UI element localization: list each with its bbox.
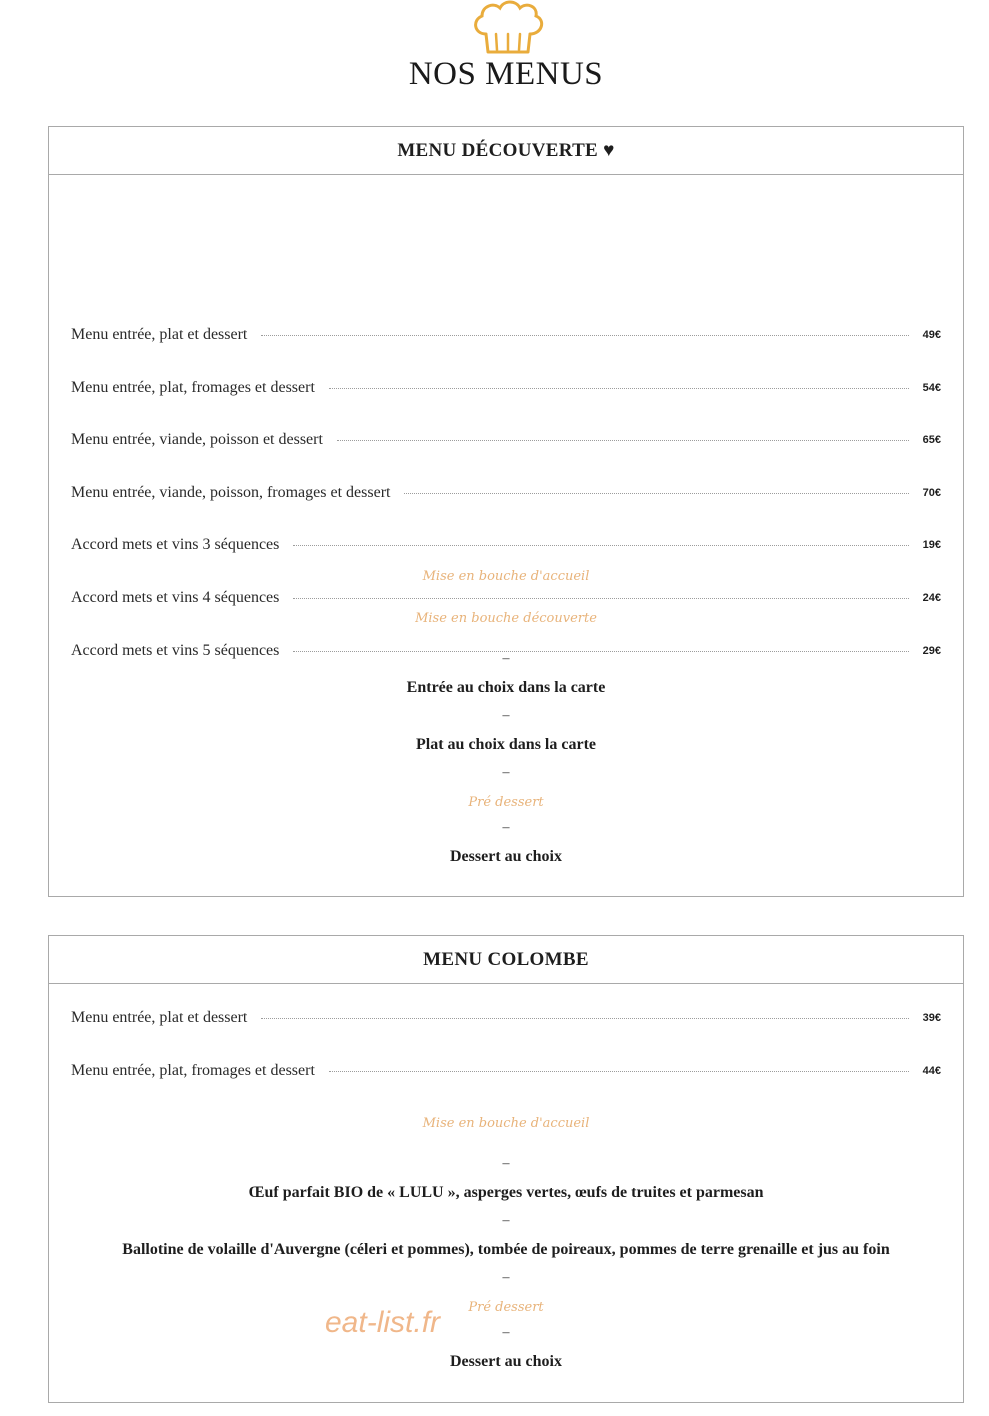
chef-hat-icon	[468, 0, 548, 56]
menu-item-row	[71, 587, 941, 609]
menu-item-row	[71, 482, 941, 504]
menu-item-price: 70€	[922, 487, 941, 499]
menu-decouverte-card	[48, 126, 964, 897]
menu-item-price: 44€	[922, 1065, 941, 1077]
course-script-line: Mise en bouche d'accueil	[422, 569, 590, 584]
dotted-leader	[329, 1071, 909, 1072]
menu-item-label: Menu entrée, plat, fromages et dessert	[71, 379, 315, 396]
menu-item-row	[71, 1007, 941, 1029]
menu-item-price: 39€	[922, 1012, 941, 1024]
course-script-line: Mise en bouche d'accueil	[422, 1116, 590, 1131]
watermark: eat-list.fr	[325, 1306, 441, 1339]
course-separator: –	[502, 1325, 510, 1340]
course-separator: –	[502, 820, 510, 835]
menu-item-label: Accord mets et vins 4 séquences	[71, 589, 280, 606]
menu-item-row	[71, 429, 941, 451]
dotted-leader	[261, 1018, 908, 1019]
menu-colombe-card	[48, 935, 964, 1403]
course-separator: –	[502, 1213, 510, 1228]
menu-item-label: Accord mets et vins 3 séquences	[71, 536, 280, 553]
course-script-line: Pré dessert	[468, 1300, 544, 1315]
course-line: Dessert au choix	[450, 848, 562, 865]
menu-item-label: Menu entrée, plat, fromages et dessert	[71, 1062, 315, 1079]
menu-item-price: 65€	[922, 434, 941, 446]
course-script-line: Pré dessert	[468, 795, 544, 810]
menu-item-row	[71, 377, 941, 399]
menu-item-row	[71, 324, 941, 346]
course-separator: –	[502, 651, 510, 666]
menu-item-price: 24€	[922, 592, 941, 604]
menu-item-price: 19€	[922, 539, 941, 551]
menu-item-row	[71, 1060, 941, 1082]
menu-item-label: Menu entrée, plat et dessert	[71, 1009, 248, 1026]
menu-item-price: 49€	[922, 329, 941, 341]
menu-title: MENU COLOMBE	[49, 936, 963, 984]
dotted-leader	[329, 388, 909, 389]
course-line: Entrée au choix dans la carte	[406, 679, 606, 696]
course-line: Œuf parfait BIO de « LULU », asperges vertes, œufs de truites et parmesan	[248, 1184, 764, 1201]
menu-item-label: Menu entrée, viande, poisson, fromages et dessert	[71, 484, 391, 501]
course-separator: –	[502, 708, 510, 723]
course-line: Ballotine de volaille d'Auvergne (céleri et pommes), tombée de poireaux, pommes de terre grenaille et jus au foin	[122, 1241, 890, 1258]
menu-item-label: Menu entrée, plat et dessert	[71, 326, 248, 343]
course-separator: –	[502, 1156, 510, 1171]
menu-item-price: 29€	[922, 645, 941, 657]
page-title: NOS MENUS	[408, 56, 604, 92]
menu-title: MENU DÉCOUVERTE ♥	[49, 127, 963, 175]
dotted-leader	[293, 545, 908, 546]
menu-item-label: Menu entrée, viande, poisson et dessert	[71, 431, 323, 448]
course-separator: –	[502, 1270, 510, 1285]
course-script-line: Mise en bouche découverte	[415, 611, 597, 626]
menu-item-row	[71, 534, 941, 556]
course-line: Plat au choix dans la carte	[416, 736, 596, 753]
dotted-leader	[337, 440, 909, 441]
menu-item-price: 54€	[922, 382, 941, 394]
dotted-leader	[293, 598, 908, 599]
dotted-leader	[404, 493, 908, 494]
course-separator: –	[502, 765, 510, 780]
menu-item-label: Accord mets et vins 5 séquences	[71, 642, 280, 659]
page-header	[0, 0, 989, 110]
dotted-leader	[261, 335, 908, 336]
course-line: Dessert au choix	[450, 1353, 562, 1370]
